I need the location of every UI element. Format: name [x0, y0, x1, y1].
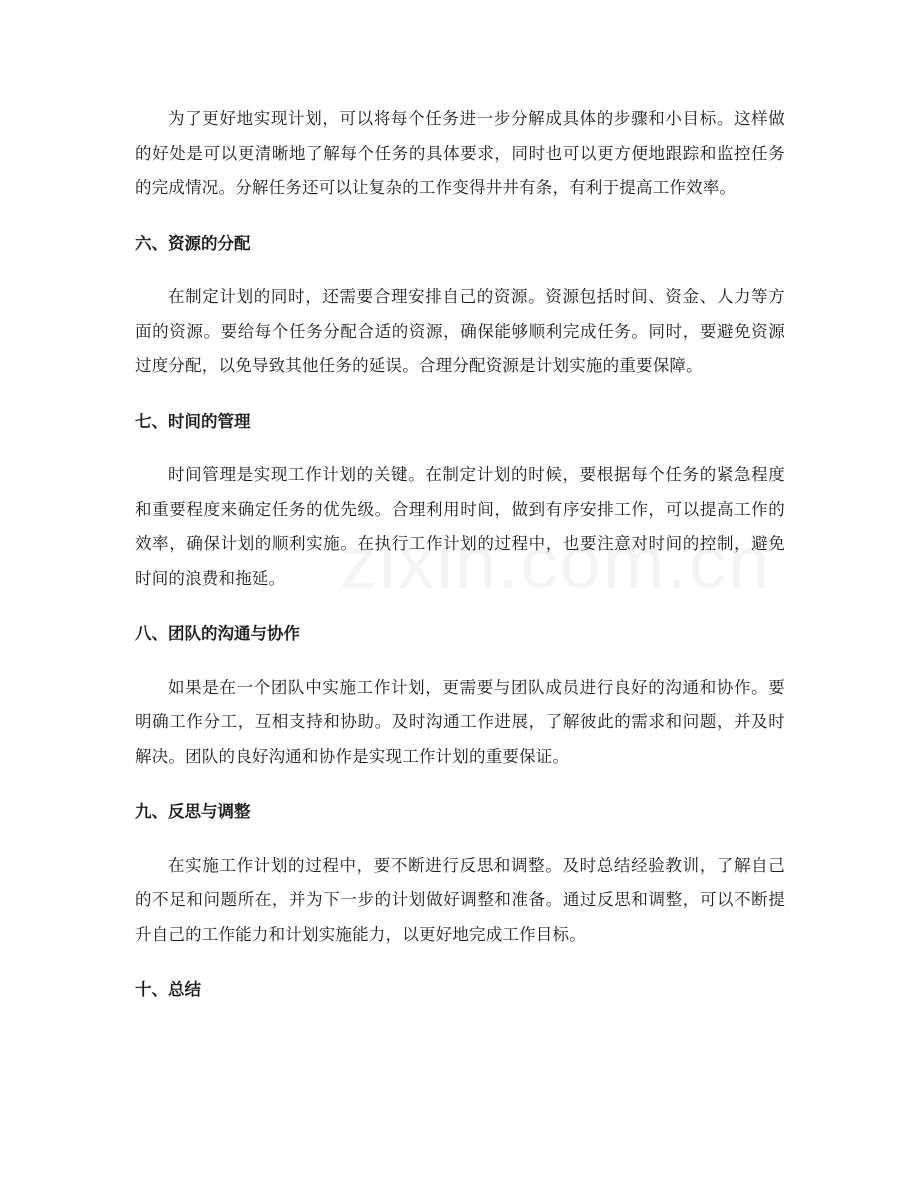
paragraph-intro: 为了更好地实现计划，可以将每个任务进一步分解成具体的步骤和小目标。这样做的好处是可以更清晰地了解每个任务的具体要求，同时也可以更方便地跟踪和监控任务的完成情况。分解任务还可以让复杂的工作变得井井有条，有利于提高工作效率。	[135, 109, 785, 197]
paragraph-team-communication: 如果是在一个团队中实施工作计划，更需要与团队成员进行良好的沟通和协作。要明确工作分工，互相支持和协助。及时沟通工作进展，了解彼此的需求和问题，并及时解决。团队的良好沟通和协作是实现工作计划的重要保证。	[135, 677, 785, 766]
paragraph-resource-allocation: 在制定计划的同时，还需要合理安排自己的资源。资源包括时间、资金、人力等方面的资源。要给每个任务分配合适的资源，确保能够顺利完成任务。同时，要避免资源过度分配，以免导致其他任务的延误。合理分配资源是计划实施的重要保障。	[135, 287, 785, 375]
paragraph-time-management: 时间管理是实现工作计划的关键。在制定计划的时候，要根据每个任务的紧急程度和重要程度来确定任务的优先级。合理利用时间，做到有序安排工作，可以提高工作的效率，确保计划的顺利实施。在执行工作计划的过程中，也要注意对时间的控制，避免时间的浪费和拖延。	[135, 465, 785, 588]
document-body	[135, 102, 785, 1008]
heading-time-management: 七、时间的管理	[135, 411, 251, 431]
paragraph-reflection: 在实施工作计划的过程中，要不断进行反思和调整。及时总结经验教训，了解自己的不足和问题所在，并为下一步的计划做好调整和准备。通过反思和调整，可以不断提升自己的工作能力和计划实施能力，以更好地完成工作目标。	[135, 855, 785, 944]
heading-resource-allocation: 六、资源的分配	[135, 233, 251, 253]
heading-team-communication: 八、团队的沟通与协作	[135, 624, 300, 643]
heading-summary: 十、总结	[135, 980, 201, 999]
heading-reflection: 九、反思与调整	[135, 802, 251, 821]
